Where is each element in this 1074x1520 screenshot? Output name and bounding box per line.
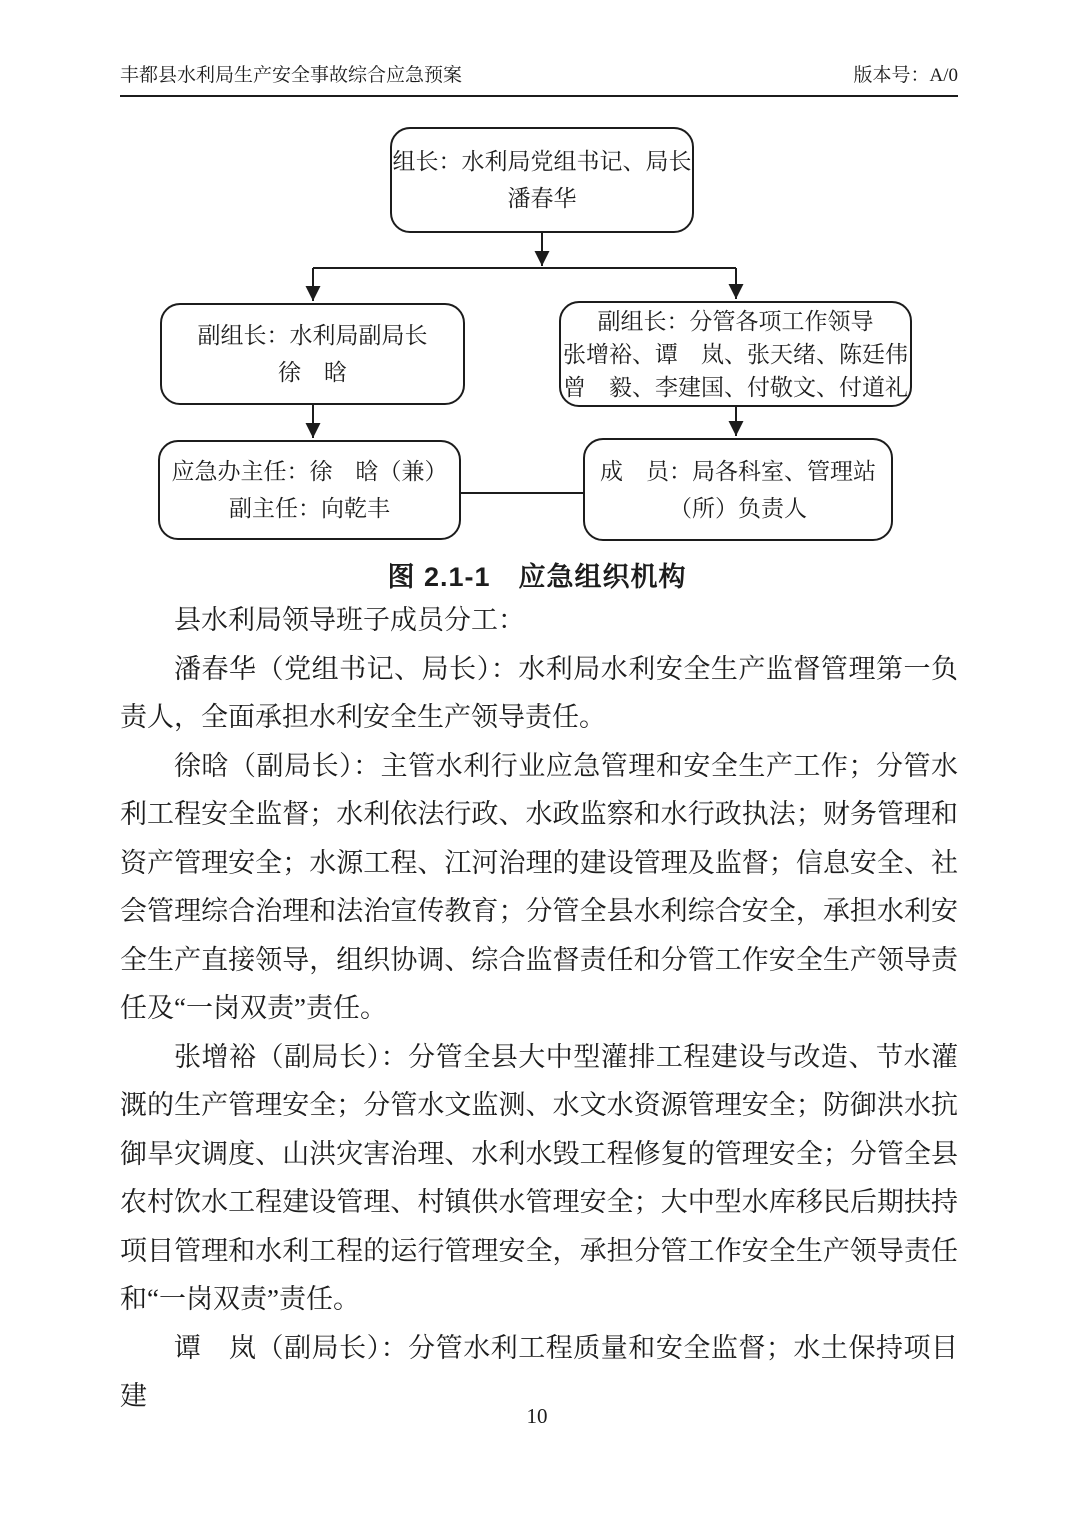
box-text-line: 张增裕、谭 岚、张天绪、陈廷伟	[563, 341, 908, 367]
header-version-label: 版本号：A/0	[853, 65, 958, 86]
org-chart-box-emergency-office	[158, 440, 461, 540]
page-number: 10	[526, 1404, 548, 1428]
paragraph: 潘春华（党组书记、局长）：水利局水利安全生产监督管理第一负责人，全面承担水利安全生产领导责任。	[120, 653, 958, 732]
box-text-line: 徐 晗	[278, 360, 347, 385]
paragraph: 张增裕（副局长）：分管全县大中型灌排工程建设与改造、节水灌溉的生产管理安全；分管水文监测、水文水资源管理安全；防御洪水抗御旱灾调度、山洪灾害治理、水利水毁工程修复的管理安全；分管全县农村饮水工程建设管理、村镇供水管理安全；大中型水库移民后期扶持项目管理和水利工程的运行管理安全，承担分管工作安全生产领导责任和“一岗双责”责任。	[120, 1041, 958, 1314]
box-text-line: 潘春华	[507, 186, 577, 211]
page-header	[120, 64, 958, 97]
box-text-line: 曾 毅、李建国、付敬文、付道礼	[563, 374, 908, 400]
box-text-line: 应急办主任：徐 晗（兼）	[171, 459, 448, 484]
figure-caption: 图 2.1-1 应急组织机构	[387, 562, 687, 592]
paragraph: 徐晗（副局长）：主管水利行业应急管理和安全生产工作；分管水利工程安全监督；水利依法行政、水政监察和水行政执法；财务管理和资产管理安全；水源工程、江河治理的建设管理及监督；信息安全、社会管理综合治理和法治宣传教育；分管全县水利综合安全，承担水利安全生产直接领导，组织协调、综合监督责任和分管工作安全生产领导责任及“一岗双责”责任。	[120, 750, 958, 1023]
org-chart-box-members	[583, 438, 893, 541]
box-text-line: （所）负责人	[669, 495, 807, 521]
box-text-line: 成 员：局各科室、管理站	[600, 458, 876, 484]
header-title: 丰都县水利局生产安全事故综合应急预案	[120, 65, 463, 86]
box-text-line: 副主任：向乾丰	[229, 496, 390, 521]
org-chart-box-deputy-leader	[160, 303, 465, 405]
paragraph: 县水利局领导班子成员分工：	[174, 605, 525, 635]
box-text-line: 组长：水利局党组书记、局长	[392, 149, 692, 174]
box-text-line: 副组长：分管各项工作领导	[597, 308, 874, 334]
org-chart-box-leader	[390, 127, 694, 233]
org-chart-box-deputy-group	[559, 301, 912, 407]
body-text	[120, 596, 958, 1421]
box-text-line: 副组长：水利局副局长	[197, 323, 428, 348]
paragraph: 谭 岚（副局长）：分管水利工程质量和安全监督；水土保持项目建	[120, 1332, 958, 1411]
